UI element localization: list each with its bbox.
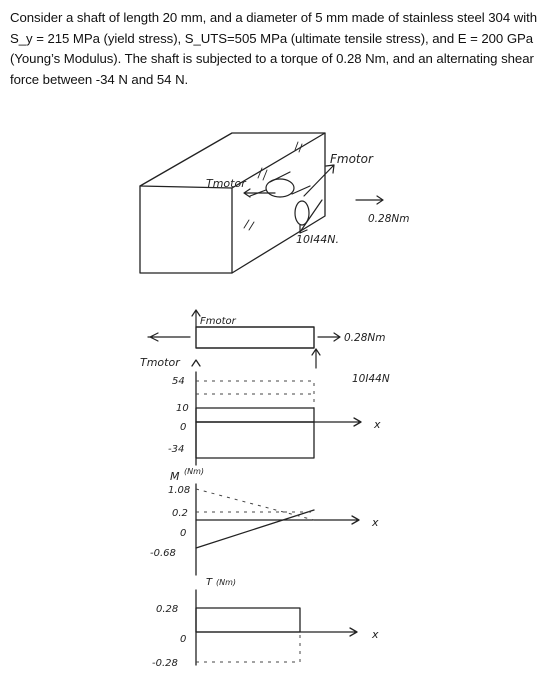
moment-label-1.08: 1.08 (168, 485, 191, 496)
moment-label-0.2: 0.2 (172, 508, 188, 519)
shear-label-0: 0 (180, 422, 187, 433)
torque-right-arrow (318, 333, 340, 341)
f-motor-up-arrow (192, 310, 200, 327)
force-label-right: 10I44N (352, 373, 390, 385)
t-motor-left-arrow (148, 333, 190, 341)
torque-label-top: 0.28Nm (368, 213, 410, 225)
force-up-arrow (312, 349, 320, 368)
torque-label-right: 0.28Nm (344, 332, 386, 344)
shear-label-54: 54 (172, 376, 185, 387)
moment-label-m: M (170, 470, 180, 483)
block-side-face (232, 133, 325, 273)
block-front-face (140, 186, 232, 273)
moment-axis-x: x (372, 516, 379, 529)
t-motor-label-fbd: Tmotor (140, 356, 180, 369)
moment-x-axis (196, 516, 359, 524)
t-motor-label-top: Tmotor (206, 177, 246, 190)
torque-arrow (244, 189, 275, 197)
moment-line (196, 510, 314, 548)
problem-statement: Consider a shaft of length 20 mm, and a diameter of 5 mm made of stainless steel 304 with S_y = 215 MPa (yield stress), S_UTS=505 MPa (ultimate tensile stress), and E = 200 GPa (Young’s Modulus). The shaft is subjected to a torque of 0.28 Nm, and an alternating shear force between -34 N and 54 N. (10, 10, 537, 87)
beam-rect (196, 327, 314, 348)
torque-diagram (196, 590, 357, 665)
moment-label-neg0.68: -0.68 (150, 548, 176, 559)
shear-diagram (192, 360, 361, 465)
torque-label-neg0.28: -0.28 (152, 658, 178, 669)
force-label-top: 10I44N. (296, 233, 339, 246)
shear-label-10: 10 (176, 403, 189, 414)
torque-label-t: T (206, 577, 213, 588)
shear-label-neg34: -34 (168, 444, 185, 455)
down-force-arrow (300, 200, 322, 233)
f-motor-label-top: Fmotor (330, 152, 373, 166)
moment-label-unit: (Nm) (184, 467, 205, 476)
torque-label-0.28: 0.28 (156, 604, 179, 615)
moment-diagram (196, 484, 359, 575)
torque-axis-x: x (372, 628, 379, 641)
torque-label-unit: (Nm) (216, 578, 237, 587)
force-arrow (304, 165, 334, 196)
right-torque-arrow (356, 196, 383, 204)
f-motor-label-fbd: Fmotor (200, 316, 236, 327)
torque-dash-neg (196, 632, 300, 662)
moment-label-0: 0 (180, 528, 187, 539)
shear-lower-block (196, 422, 314, 458)
torque-label-0: 0 (180, 634, 187, 645)
shear-axis-x: x (374, 418, 381, 431)
shear-upper-block (196, 408, 314, 422)
torque-block (196, 608, 300, 632)
